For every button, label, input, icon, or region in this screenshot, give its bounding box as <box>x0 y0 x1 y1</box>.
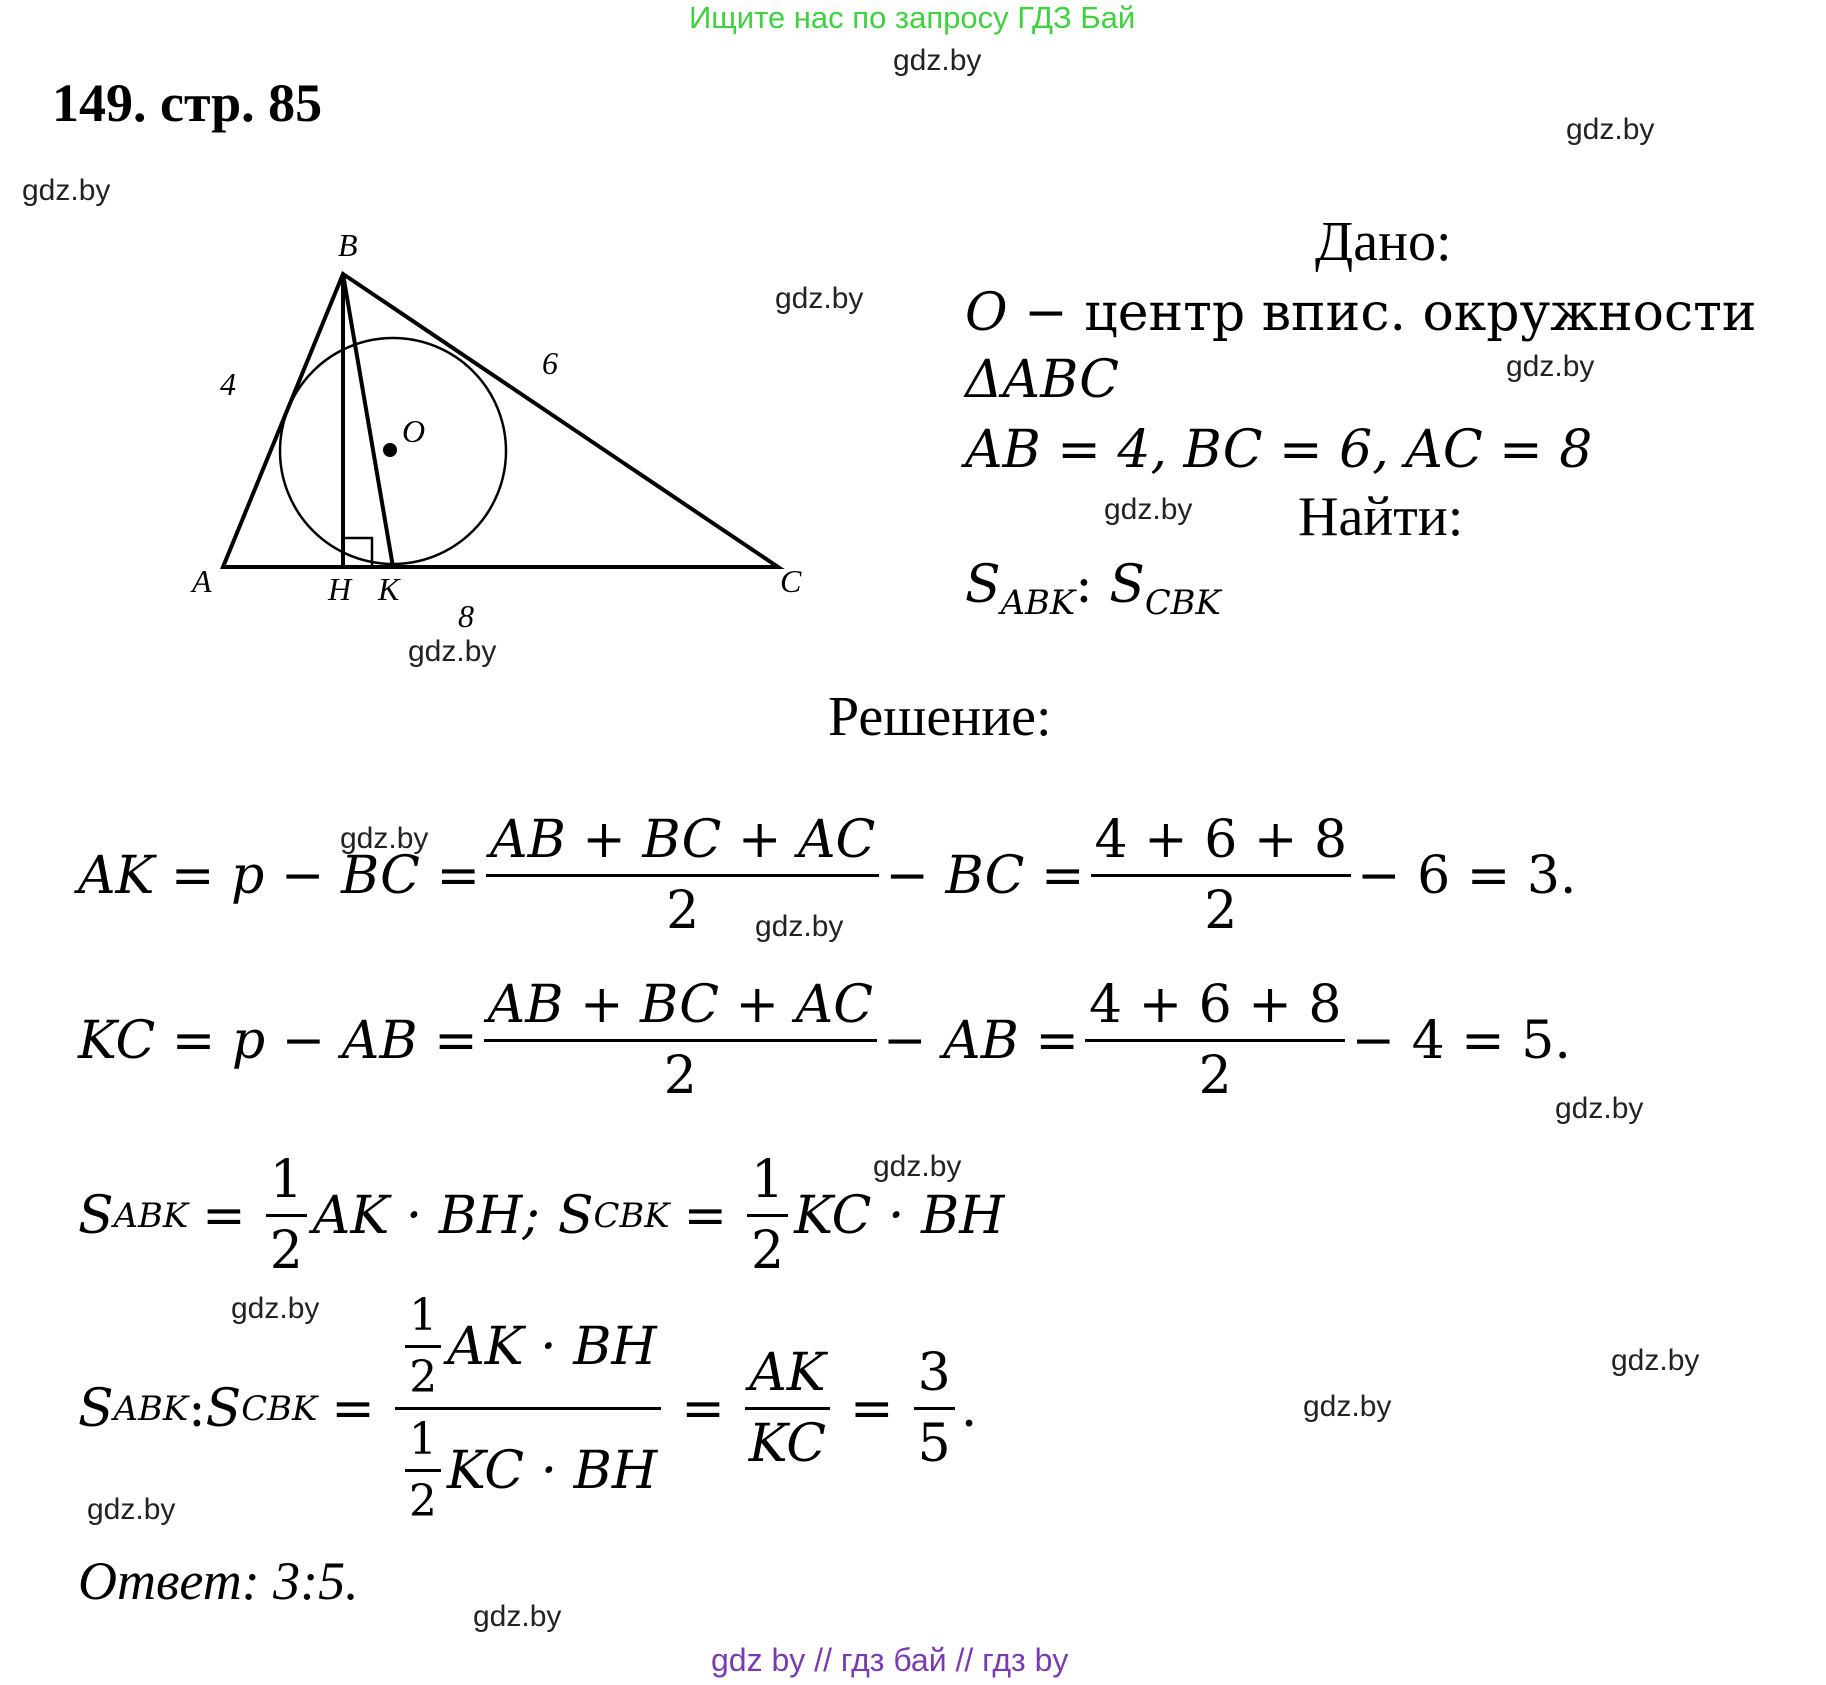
watermark: gdz.by <box>1303 1390 1392 1423</box>
label-k: K <box>378 571 400 607</box>
label-a: A <box>192 563 212 599</box>
equation-ratio: S ABK : S CBK = $\frac{1}{2}$ AK · BH $\frac{1}{2}$ KC · BH = $\frac{AK}{KC}$ = $\frac{3}{5}$ . <box>78 1290 978 1527</box>
footer-links[interactable]: gdz by // гдз бай // гдз by <box>711 1642 1069 1678</box>
center-point <box>383 443 397 457</box>
label-b: B <box>338 227 358 263</box>
given-line-1-var: O <box>965 283 1008 343</box>
watermark: gdz.by <box>1555 1092 1644 1125</box>
watermark: gdz.by <box>473 1600 562 1633</box>
watermark: gdz.by <box>1506 350 1595 383</box>
watermark: gdz.by <box>1104 493 1193 526</box>
top-banner: Ищите нас по запросу ГДЗ Бай <box>689 0 1136 35</box>
equation-areas: S ABK = $\frac{1}{2}$ AK · BH; S CBK = $\frac{1}{2}$ KC · BH <box>78 1150 1005 1281</box>
answer: Ответ: 3:5. <box>78 1551 359 1611</box>
given-line-1 <box>965 283 1757 343</box>
watermark: gdz.by <box>231 1292 320 1325</box>
triangle-figure <box>180 220 840 640</box>
right-angle-mark <box>343 538 372 567</box>
watermark: gdz.by <box>775 282 864 315</box>
watermark: gdz.by <box>22 174 111 207</box>
side-label-bc: 6 <box>542 345 558 381</box>
side-label-ab: 4 <box>220 366 236 402</box>
watermark: gdz.by <box>893 44 982 77</box>
watermark: gdz.by <box>873 1150 962 1183</box>
label-h: H <box>328 571 352 607</box>
find-expression: $S_{ABK}$: $S_{CBK}$ <box>965 555 1221 622</box>
watermark: gdz.by <box>1566 113 1655 146</box>
watermark: gdz.by <box>87 1493 176 1526</box>
equation-kc: KC = p − AB = $\frac{AB + BC + AC}{2}$ − AB = $\frac{4 + 6 + 8}{2}$ − 4 = 5. <box>78 975 1571 1106</box>
find-heading: Найти: <box>1298 486 1464 548</box>
given-line-2 <box>965 350 1119 410</box>
equation-ak: AK = p − BC = $\frac{AB + BC + AC}{2}$ − BC = $\frac{4 + 6 + 8}{2}$ − 6 = 3. <box>78 810 1577 941</box>
given-line-3-text: AB = 4, BC = 6, AC = 8 <box>965 420 1593 480</box>
watermark: gdz.by <box>755 910 844 943</box>
given-heading: Дано: <box>1315 211 1452 273</box>
side-label-ac: 8 <box>458 598 474 634</box>
label-o: O <box>402 413 426 449</box>
given-line-3 <box>965 420 1592 480</box>
given-line-2-text: ΔABC <box>965 350 1120 410</box>
given-line-1-text: − центр впис. окружности <box>1007 283 1757 343</box>
page-title: 149. стр. 85 <box>52 73 323 133</box>
label-c: C <box>780 563 802 599</box>
watermark: gdz.by <box>340 822 429 855</box>
solution-heading: Решение: <box>828 686 1052 748</box>
segment-bk <box>343 274 393 567</box>
watermark: gdz.by <box>408 635 497 668</box>
watermark: gdz.by <box>1611 1344 1700 1377</box>
